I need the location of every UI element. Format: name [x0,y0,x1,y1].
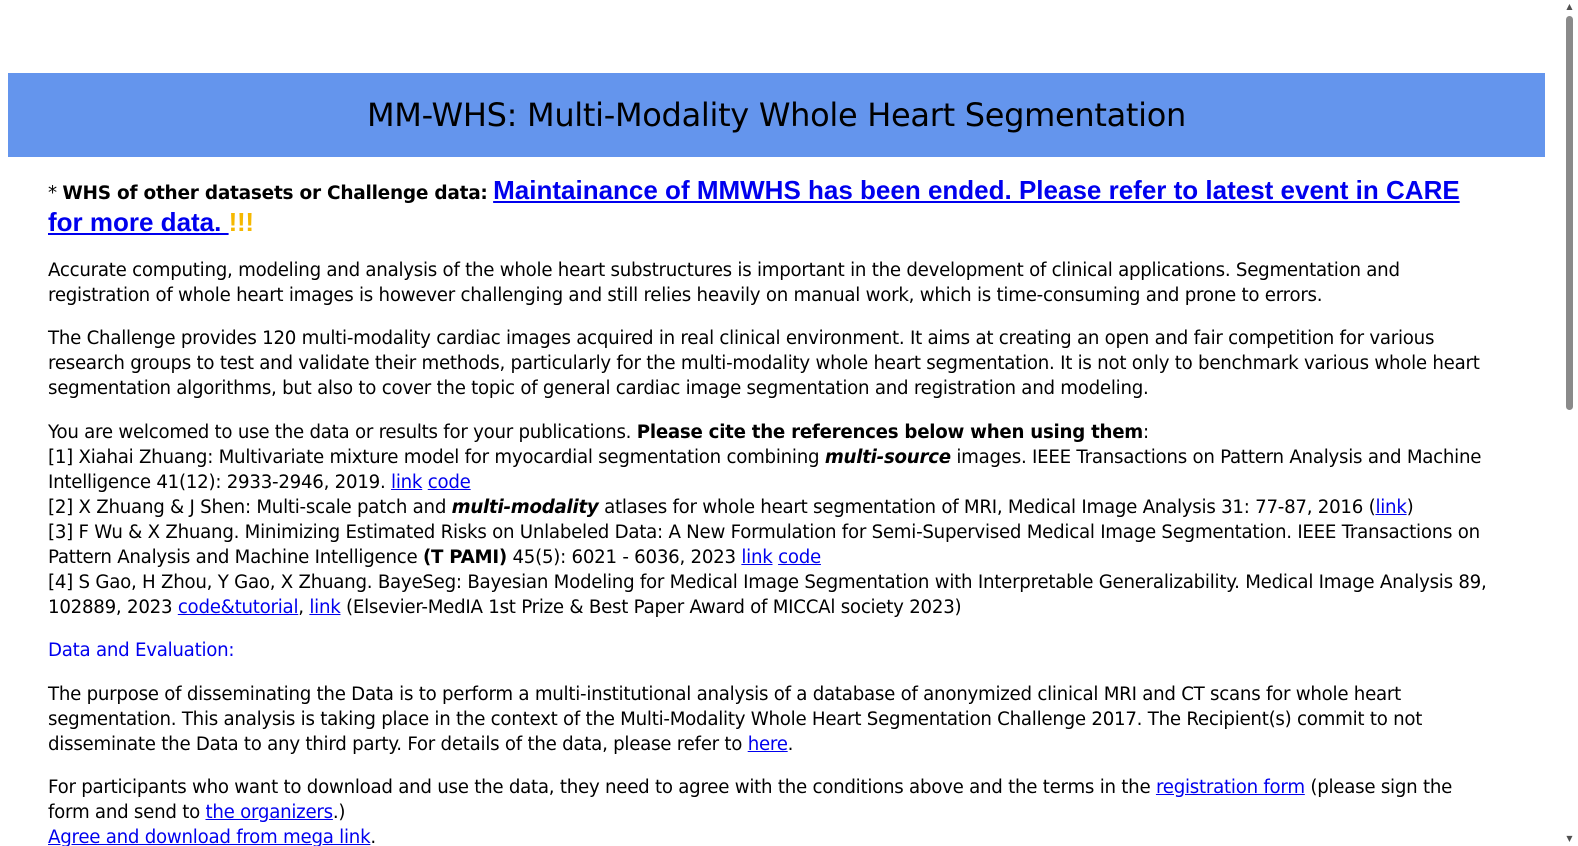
header-banner [8,73,1545,157]
reference-3-text-b: 45(5): 6021 - 6036, 2023 [506,547,742,568]
reference-3-bold: (T PAMI) [422,547,507,568]
reference-2-emphasis: multi-modality [451,497,599,518]
citations-intro-bold: Please cite the references below when using them [636,422,1143,443]
reference-4-text-b: (Elsevier-MedIA 1st Prize & Best Paper Award of MICCAl society 2023) [340,597,962,618]
scrollbar-thumb[interactable] [1566,16,1573,410]
reference-1-link[interactable]: link [391,472,423,493]
registration-form-link[interactable]: registration form [1155,777,1305,798]
data-paragraph-2-text-a: For participants who want to download and use the data, they need to agree with the conditions above and the terms in the [48,777,1156,798]
reference-1-text-a: [1] Xiahai Zhuang: Multivariate mixture model for myocardial segmentation combining [48,447,825,468]
organizers-link[interactable]: the organizers [205,802,333,823]
reference-2-text-b: atlases for whole heart segmentation of MRI, Medical Image Analysis 31: 77-87, 2016 ( [598,497,1376,518]
data-evaluation-heading: Data and Evaluation: [48,640,235,661]
intro-paragraph-2: The Challenge provides 120 multi-modality cardiac images acquired in real clinical environment. It aims at creating an open and fair competition for various research groups to test and validate their methods, particularly for the multi-modality whole heart segmentation. It is not only to benchmark various whole heart segmentation algorithms, but also to cover the topic of general cardiac image segmentation and registration and modeling. [48,328,1480,399]
reference-2-link[interactable]: link [1375,497,1407,518]
reference-2-text-a: [2] X Zhuang & J Shen: Multi-scale patch and [48,497,452,518]
citations-intro-end: : [1143,422,1149,443]
data-paragraph-2 [48,775,1498,846]
scroll-down-arrow-icon[interactable]: ▼ [1566,834,1573,843]
care-link[interactable]: Maintainance of MMWHS has been ended. Please refer to latest event in CARE for more data. [48,175,1460,237]
data-details-link[interactable]: here [747,734,788,755]
reference-2-text-c: ) [1406,497,1414,518]
page-title: MM-WHS: Multi-Modality Whole Heart Segmentation [366,96,1187,134]
notice-exclaim: !!! [228,207,254,237]
reference-4-link[interactable]: link [309,597,341,618]
reference-1 [48,445,1498,495]
data-paragraph-1 [48,682,1498,757]
mega-download-link[interactable]: Agree and download from mega link [48,827,371,846]
vertical-scrollbar[interactable] [1561,0,1578,846]
reference-1-text-b: images. IEEE Transactions on Pattern Analysis and Machine Intelligence 41(12): 2933-2946, 2019. [48,447,1482,493]
data-paragraph-1-end: . [787,734,794,755]
reference-3-code-link[interactable]: code [778,547,821,568]
scroll-up-arrow-icon[interactable]: ▲ [1566,2,1573,11]
data-paragraph-2-text-c: .) [332,802,346,823]
citations-intro [48,420,1498,445]
notice-bullet: * [48,183,63,204]
main-content [48,176,1498,846]
reference-4 [48,570,1498,620]
download-line-end: . [370,827,376,846]
reference-3 [48,520,1498,570]
reference-1-code-link[interactable]: code [427,472,471,493]
reference-4-text-a: [4] S Gao, H Zhou, Y Gao, X Zhuang. BayeSeg: Bayesian Modeling for Medical Image Segmentation with Interpretable Generalizability. Medical Image Analysis 89, 102889, 2023 [48,572,1487,618]
data-paragraph-1-text: The purpose of disseminating the Data is to perform a multi-institutional analysis of a database of anonymized clinical MRI and CT scans for whole heart segmentation. This analysis is taking place in the context of the Multi-Modality Whole Heart Segmentation Challenge 2017. The Recipient(s) commit to not disseminate the Data to any third party. For details of the data, please refer to [48,684,1423,755]
reference-2 [48,495,1498,520]
notice-line [48,176,1498,240]
citations-block [48,420,1498,620]
intro-paragraph-1: Accurate computing, modeling and analysis of the whole heart substructures is important in the development of clinical applications. Segmentation and registration of whole heart images is however challenging and still relies heavily on manual work, which is time-consuming and prone to errors. [48,260,1400,306]
reference-4-separator: , [298,597,310,618]
reference-3-link[interactable]: link [741,547,773,568]
data-paragraph-2-text-b: (please sign the form and send to [48,777,1453,823]
reference-1-emphasis: multi-source [824,447,951,468]
citations-intro-text: You are welcomed to use the data or results for your publications. [48,422,637,443]
notice-lead: WHS of other datasets or Challenge data: [62,183,488,204]
reference-3-text-a: [3] F Wu & X Zhuang. Minimizing Estimated Risks on Unlabeled Data: A New Formulation for Semi-Supervised Medical Image Segmentation. IEEE Transactions on Pattern Analysis and Machine Intelligence [48,522,1480,568]
reference-4-code-link[interactable]: code&tutorial [177,597,299,618]
